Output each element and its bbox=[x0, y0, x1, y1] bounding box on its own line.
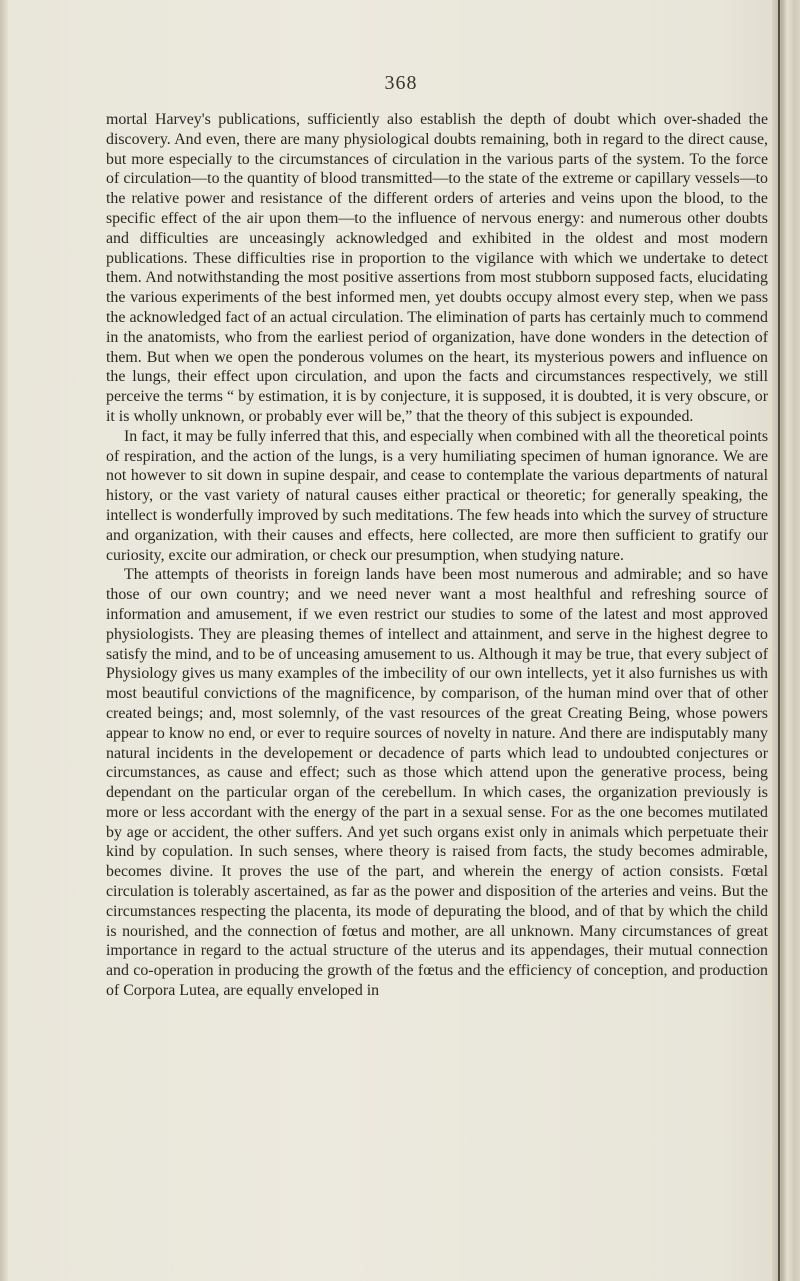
page-number: 368 bbox=[384, 72, 418, 94]
paragraph-1: mortal Harvey's publications, sufficiently also establish the depth of doubt which over-shaded the discovery. And even, there are many physiological doubts remaining, both in regard to the direct cause, but more especially to the circumstances of circulation in the various parts of the system. To the force of circulation—to the quantity of blood transmitted—to the state of the extreme or capillary vessels—to the relative power and resistance of the different orders of arteries and veins upon the blood, to the specific effect of the air upon them—to the influence of nervous energy: and numerous other doubts and difficulties are unceasingly acknowledged and exhibited in the oldest and most modern publications. These difficulties rise in proportion to the vigilance with which we undertake to detect them. And notwithstanding the most positive assertions from most stubborn supposed facts, elucidating the various experiments of the best informed men, yet doubts occupy almost every step, when we pass the acknowledged fact of an actual circulation. The elimination of parts has certainly much to commend in the anatomists, who from the earliest period of organization, have done wonders in the detection of them. But when we open the ponderous volumes on the heart, its mysterious powers and influence on the lungs, their effect upon circulation, and upon the facts and circumstances respectively, we still perceive the terms “ by estimation, it is by conjecture, it is supposed, it is doubted, it is very obscure, or it is wholly unknown, or probably ever will be,” that the theory of this subject is expounded. bbox=[106, 111, 768, 425]
page-gutter bbox=[0, 0, 8, 1281]
body-text bbox=[106, 110, 768, 1001]
page-edge-binding bbox=[772, 0, 800, 1281]
paragraph-2: In fact, it may be fully inferred that this, and especially when combined with all the theoretical points of respiration, and the action of the lungs, is a very humiliating specimen of human ignorance. We are not however to sit down in supine despair, and cease to contemplate the various departments of natural history, or the vast variety of natural causes either practical or theoretic; for generally speaking, the intellect is wonderfully improved by such meditations. The few heads into which the survey of structure and organization, with their causes and effects, here collected, are more then sufficient to gratify our curiosity, excite our admiration, or check our presumption, when studying nature. bbox=[106, 427, 768, 564]
paragraph-3: The attempts of theorists in foreign lands have been most numerous and admirable; and so have those of our own country; and we need never want a most healthful and refreshing source of information and amusement, if we even restrict our studies to some of the latest and most approved physiologists. They are pleasing themes of intellect and attainment, and serve in the highest degree to satisfy the mind, and to be of unceasing amusement to us. Although it may be true, that every subject of Physiology gives us many examples of the imbecility of our own intellects, yet it also furnishes us with most beautiful convictions of the magnificence, by comparison, of the human mind over that of other created beings; and, most solemnly, of the vast resources of the great Creating Being, whose powers appear to know no end, or ever to require sources of novelty in nature. And there are indisputably many natural incidents in the developement or decadence of parts which lead to undoubted conjectures or circumstances, as cause and effect; such as those which attend upon the generative process, being dependant on the particular organ of the cerebellum. In which cases, the organization previously is more or less accordant with the energy of the part in a sexual sense. For as the one becomes mutilated by age or accident, the other suffers. And yet such organs exist only in animals which perpetuate their kind by copulation. In such senses, where theory is raised from facts, the study becomes admirable, becomes divine. It proves the use of the part, and wherein the energy of action consists. Fœtal circulation is tolerably ascertained, as far as the power and disposition of the arteries and veins. But the circumstances respecting the placenta, its mode of depurating the blood, and of that by which the child is nourished, and the connection of fœtus and mother, are all unknown. Many circumstances of great importance in regard to the actual structure of the uterus and its appendages, their mutual connection and co-operation in producing the growth of the fœtus and the efficiency of conception, and production of Corpora Lutea, are equally enveloped in bbox=[106, 566, 768, 1000]
